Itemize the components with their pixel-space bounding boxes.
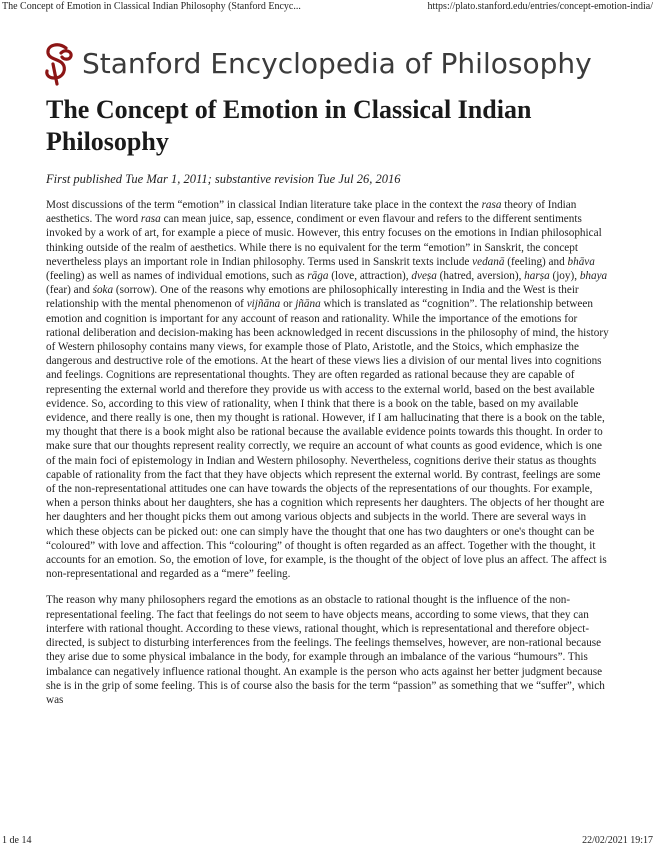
- entry-title: The Concept of Emotion in Classical Indian Philosophy: [46, 95, 532, 156]
- sanskrit-term: vijñāna: [246, 298, 281, 311]
- sanskrit-term: vedanā: [472, 255, 505, 268]
- body-paragraph: Most discussions of the term “emotion” in classical Indian literature take place in the context the rasa theory of Indian aesthetics. The word rasa can mean juice, sap, essence, condiment or even flavour and refers to the different sentiments invoked by a work of art, for example a piece of music. However, this entry focuses on the emotions in Indian philosophical thinking outside of the realm of aesthetics. While there is no equivalent for the term “emotion” in Sanskrit, the concept nevertheless plays an important role in Indian philosophy. Terms used in Sanskrit texts include vedanā (feeling) and bhāva (feeling) as well as names of individual emotions, such as rāga (love, attraction), dveṣa (hatred, aversion), harṣa (joy), bhaya (fear) and śoka (sorrow). One of the reasons why emotions are philosophically interesting in India and the West is their relationship with the mental phenomenon of vijñāna or jñāna which is translated as “cognition”. The relationship between emotion and cognition is important for any account of reason and rationality. While the importance of the emotions for rational deliberation and decision-making has been acknowledged in recent discussions in the philosophy of mind, the history of Western philosophy contains many views, for example those of Plato, Aristotle, and the Stoics, which emphasize the dangerous and destructive role of the emotions. At the heart of these views lies a division of our mental lives into cognitions and feelings. Cognitions are representational thoughts. They are often regarded as rational because they are capable of representing the external world and therefore they provide us with access to the external world, based on the best available evidence. So, according to this view of rationality, when I think that there is a book on the table, based on my available evidence, and there really is one, then my thought is rational. However, if I am hallucinating that there is a book on the table, my thought that there is a book might also be rational because the available evidence points towards this thought. In order to make sure that our thoughts represent reality correctly, we require an account of what counts as good evidence, which is one of the main foci of epistemology in Indian and Western philosophy. Nevertheless, cognitions derive their status as thoughts capable of rationality from the fact that they have objects which represent the external world. By contrast, feelings are some of the non-representational attitudes one can have towards the objects of the representations of our thoughts. For example, when a person thinks about her daughters, she has a cognition which represents her daughters. The objects of her thought are her daughters and her thought picks them out among various objects and subjects in the world. There are several ways in which these objects can be picked out: one can simply have the thought that one has two daughters or one's thought can be “coloured” with love and affection. This “colouring” of thought is often regarded as an affect. Together with the thought, it accounts for an emotion. So, the emotion of love, for example, is the thought of the object of love plus an affect. The affect is non-representational and regarded as a “mere” feeling.: [46, 199, 609, 581]
- sanskrit-term: harṣa: [524, 270, 550, 283]
- sanskrit-term: rasa: [481, 199, 502, 211]
- print-header-url[interactable]: https://plato.stanford.edu/entries/concept-emotion-india/: [427, 1, 653, 12]
- sanskrit-term: bhaya: [579, 270, 608, 283]
- sep-logo-icon: [42, 40, 76, 86]
- print-header: [0, 0, 655, 14]
- sanskrit-term: jñāna: [295, 298, 321, 311]
- sanskrit-term: rasa: [140, 213, 161, 226]
- sanskrit-term: dveṣa: [411, 270, 437, 283]
- body-paragraph: The reason why many philosophers regard the emotions as an obstacle to rational thought is the influence of the non-representational feeling. The fact that feelings do not seem to have objects means, according to some views, that they can interfere with rational thought. According to these views, rational thought, which is representational and therefore object-directed, is subject to disturbing interferences from the feelings. The feelings themselves, however, are non-rational because they arise due to some physical imbalance in the body, for example through an imbalance of the various “humours”. This imbalance can negatively influence rational thought. An example is the person who acts against her better judgment because she is in the grip of some feeling. This is of course also the basis for the term “passion” as something that we “suffer”, which was: [46, 594, 605, 706]
- print-datetime: 22/02/2021 19:17: [582, 835, 653, 846]
- site-brand[interactable]: [42, 40, 592, 86]
- publication-info: First published Tue Mar 1, 2011; substantive revision Tue Jul 26, 2016: [46, 172, 401, 186]
- sanskrit-term: śoka: [92, 284, 114, 297]
- sanskrit-term: rāga: [307, 270, 329, 283]
- page-number: 1 de 14: [2, 835, 32, 846]
- site-name: Stanford Encyclopedia of Philosophy: [82, 46, 592, 80]
- sanskrit-term: bhāva: [567, 255, 595, 268]
- entry-body: [46, 198, 611, 719]
- print-header-title: The Concept of Emotion in Classical Indian Philosophy (Stanford Encyc...: [2, 1, 301, 12]
- print-footer: [0, 834, 655, 848]
